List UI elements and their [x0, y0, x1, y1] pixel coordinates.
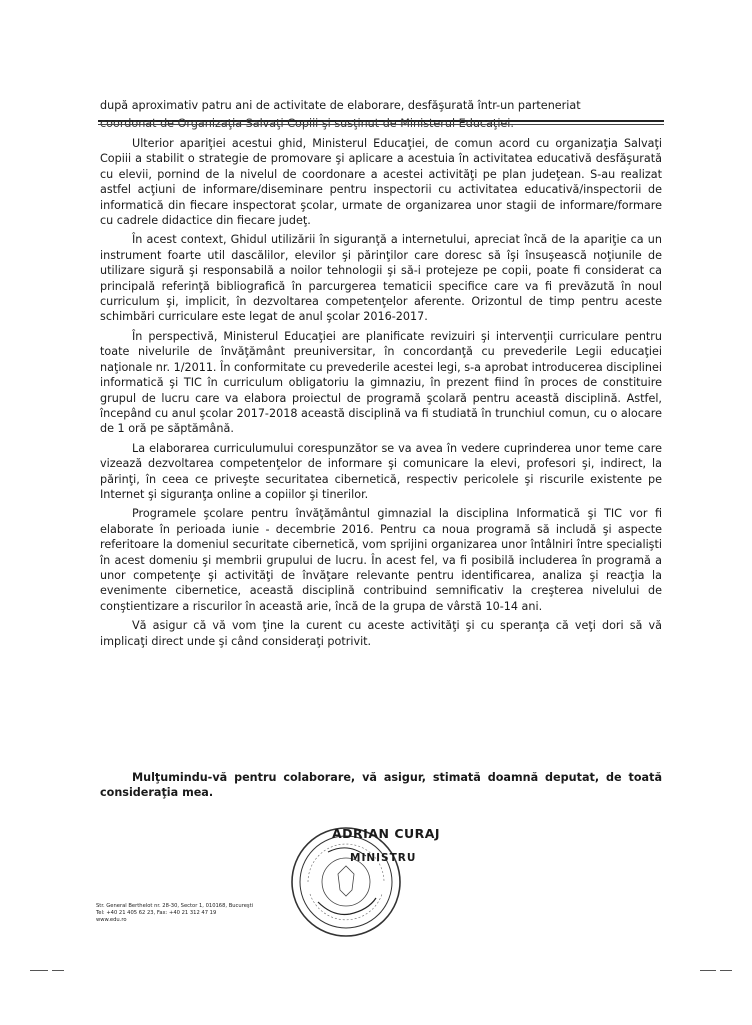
scan-mark: [700, 970, 716, 971]
scan-mark: [52, 970, 64, 971]
signatory-title: MINISTRU: [350, 852, 417, 864]
address-phone: Tel: +40 21 405 62 23, Fax: +40 21 312 47 19: [96, 910, 217, 916]
ministry-address: [96, 903, 326, 924]
letter-body: [100, 136, 662, 653]
paragraph: În acest context, Ghidul utilizării în siguranţă a internetului, apreciat încă de la apariţie ca un instrument foarte util dascălilor, elevilor şi părinţilor care doresc să îşi însuşească noţiunile de utilizare sigură şi responsabilă a noilor tehnologii şi să-i protejeze pe copii, poate fi considerat ca principală referinţă bibliografică în parcurgerea tematicii specifice care va fi prevăzută în noul curriculum şi, implicit, în dezvoltarea competenţelor aferente. Orizontul de timp pentru aceste schimbări curriculare este legat de anul şcolar 2016-2017.: [100, 233, 662, 324]
header-rule-thin: [98, 124, 664, 125]
address-line: Str. General Berthelot nr. 28-30, Sector 1, 010168, Bucureşti: [96, 903, 254, 909]
paragraph: La elaborarea curriculumului corespunzător se va avea în vedere cuprinderea unor teme care vizează dezvoltarea competenţelor de informare şi comunicare la elevi, profesori şi, indirect, la părinţi, în ceea ce priveşte securitatea cibernetică, respectiv pericolele şi riscurile existente pe Internet şi siguranţa online a copiilor şi tinerilor.: [100, 441, 662, 501]
signatory-name: ADRIAN CURAJ: [332, 826, 441, 841]
paragraph: În perspectivă, Ministerul Educaţiei are planificate revizuiri şi intervenţii curriculare pentru toate nivelurile de învăţământ preuniversitar, în concordanţă cu prevederile Legii educaţiei naţionale nr. 1/2011. În conformitate cu prevederile acestei legi, s-a aprobat introducerea disciplinei informatică şi TIC în curriculum obligatoriu la gimnaziu, în prezent fiind în proces de constituire grupul de lucru care va elabora proiectul de programă şcolară pentru această disciplină. Astfel, începând cu anul şcolar 2017-2018 această disciplină va fi studiată în trunchiul comun, cu o alocare de 1 oră pe săptămână.: [100, 329, 662, 436]
scan-mark: [720, 970, 732, 971]
continued-text-struck: coordonat de Organizaţia Salvaţi Copiii şi susţinut de Ministerul Educaţiei.: [100, 117, 514, 130]
closing-paragraph: [100, 770, 662, 801]
continued-text: după aproximativ patru ani de activitate de elaborare, desfăşurată într-un parteneriat: [100, 99, 581, 112]
address-website: www.edu.ro: [96, 917, 127, 923]
paragraph: Ulterior apariţiei acestui ghid, Ministerul Educaţiei, de comun acord cu organizaţia Salvaţi Copiii a stabilit o strategie de promovare şi aplicare a acestuia în activitatea educativă desfăşurată cu elevii, pornind de la nivelul de coordonare a acestei activităţi pe plan judeţean. S-au realizat astfel acţiuni de informare/diseminare pentru inspectorii cu activitatea educativă/inspectorii de informatică din fiecare inspectorat şcolar, urmate de organizarea unor stagii de informare/formare cu cadrele didactice din fiecare judeţ.: [100, 137, 662, 228]
header-line-1: [100, 98, 662, 113]
paragraph: Vă asigur că vă vom ţine la curent cu aceste activităţi şi cu speranţa că veţi dori să vă implicaţi direct unde şi când consideraţi potrivit.: [100, 619, 662, 648]
closing-text: Mulţumindu-vă pentru colaborare, vă asigur, stimată doamnă deputat, de toată consideraţia mea.: [100, 771, 662, 800]
paragraph: Programele şcolare pentru învăţământul gimnazial la disciplina Informatică şi TIC vor fi elaborate în perioada iunie - decembrie 2016. Pentru ca noua programă să includă şi aspecte referitoare la domeniul securitate cibernetică, vom sprijini organizarea unor întâlniri între specialişti în acest domeniu şi membrii grupului de lucru. În acest fel, va fi posibilă includerea în programă a unor competenţe şi activităţi de învăţare relevante pentru identificarea, analiza şi reacţia la evenimente cibernetice, această disciplină contribuind semnificativ la creşterea nivelului de conştientizare a riscurilor în această arie, încă de la grupa de vârstă 10-14 ani.: [100, 507, 662, 613]
scan-mark: [30, 970, 48, 971]
